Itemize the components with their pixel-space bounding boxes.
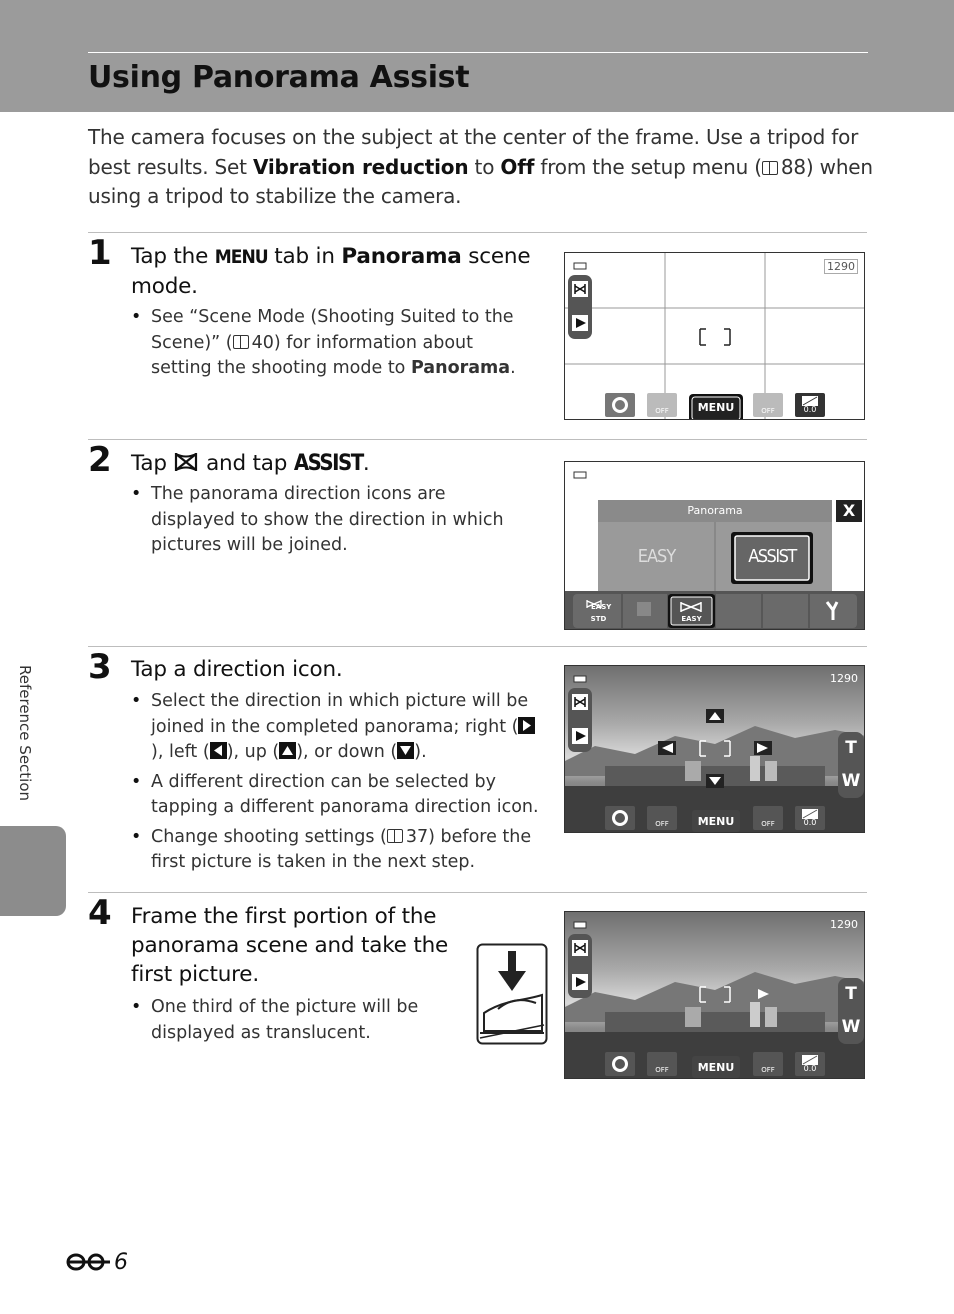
intro-text: to — [468, 154, 501, 179]
bullet-text: Select the direction in which picture will be joined in the completed panorama; right ( — [151, 691, 529, 737]
zoom-tele-button[interactable]: T — [845, 984, 857, 1004]
page-number — [66, 1250, 128, 1275]
intro-text: from the setup menu ( — [534, 154, 762, 179]
shots-remaining: 1290 — [824, 259, 858, 274]
self-timer-off[interactable]: OFF — [655, 1066, 669, 1074]
intro-bold-vr: Vibration reduction — [252, 154, 469, 179]
down-arrow-icon — [397, 742, 414, 759]
step-number: 3 — [88, 647, 112, 687]
self-timer-off[interactable]: OFF — [655, 820, 669, 828]
step-title-text: Tap the — [131, 244, 215, 269]
intro-ref-page: 88 — [780, 154, 806, 179]
std-label[interactable]: STD — [590, 615, 607, 623]
step-number: 1 — [88, 233, 112, 273]
intro-text: ) when using a tripod to stabilize the camera. — [88, 154, 873, 208]
left-arrow-icon — [210, 742, 227, 759]
exposure-comp[interactable]: 0.0 — [803, 405, 817, 414]
bullet-item — [131, 689, 541, 766]
bullet-ref-page: 40 — [251, 332, 274, 353]
section-side-label: Reference Section — [16, 665, 34, 802]
assist-label: ASSIST — [293, 451, 363, 476]
step-title-bold: Panorama — [341, 244, 462, 269]
self-timer-off[interactable]: OFF — [655, 407, 669, 415]
panorama-menu-title: Panorama — [687, 504, 743, 517]
header-rule — [88, 52, 868, 53]
book-icon — [762, 161, 778, 175]
zoom-tele-button[interactable]: T — [845, 738, 857, 758]
camera-screen-2 — [564, 461, 865, 630]
menu-button[interactable]: MENU — [697, 401, 735, 414]
section-thumb-tab — [0, 826, 66, 916]
bullet-text: ). — [414, 742, 427, 762]
page-number-value: 6 — [114, 1250, 128, 1275]
menu-button[interactable]: MENU — [697, 815, 735, 828]
up-arrow-icon — [279, 742, 296, 759]
macro-off[interactable]: OFF — [761, 407, 775, 415]
bullet-text: See “Scene Mode (Shooting Suited to the Scene)” ( — [151, 307, 514, 353]
exposure-comp[interactable]: 0.0 — [803, 1064, 817, 1073]
assist-option[interactable]: ASSIST — [748, 546, 796, 567]
bullet-text: ) for information about setting the shooting mode to — [151, 332, 473, 378]
step-title-text: and tap — [199, 451, 294, 476]
reference-e-icon — [66, 1250, 114, 1272]
bullet-item: • One third of the picture will be displayed as translucent. — [131, 995, 441, 1046]
shots-remaining: 1290 — [830, 918, 858, 931]
step-bullets — [131, 995, 441, 1050]
book-icon — [233, 335, 249, 349]
panorama-icon — [173, 451, 199, 473]
intro-paragraph — [88, 123, 878, 212]
step-bullets — [131, 482, 531, 563]
bullet-text: . — [510, 358, 516, 378]
shots-remaining: 1290 — [830, 672, 858, 685]
step-title-text: . — [362, 451, 370, 476]
bullet-bold: Panorama — [410, 358, 511, 378]
zoom-wide-button[interactable]: W — [841, 1017, 861, 1037]
book-icon — [387, 829, 403, 843]
step-title: Tap a direction icon. — [131, 657, 343, 682]
bullet-text: ), or down ( — [296, 742, 398, 762]
bullet-text: Change shooting settings ( — [151, 826, 387, 847]
menu-tab-label: MENU — [214, 246, 268, 268]
exposure-comp[interactable]: 0.0 — [803, 818, 817, 827]
bullet-item — [131, 305, 536, 382]
bullet-item: • The panorama direction icons are displayed to show the direction in which pictures will be joined. — [131, 482, 531, 559]
intro-bold-off: Off — [500, 154, 535, 179]
camera-screen-4 — [564, 911, 865, 1079]
step-divider — [88, 439, 867, 440]
step-title-text: Tap — [131, 451, 174, 476]
bullet-text: ), left ( — [151, 742, 210, 762]
bullet-ref-page: 37 — [405, 826, 429, 847]
step-title: Frame the first portion of the panorama scene and take the first picture. — [131, 904, 449, 987]
bullet-item: • A different direction can be selected by tapping a different panorama direction icon. — [131, 770, 541, 821]
camera-screen-1 — [564, 252, 865, 420]
screen-graphics — [565, 912, 865, 1079]
step-title-text: tab in — [267, 244, 342, 269]
step-bullets — [131, 689, 541, 880]
step-title — [131, 242, 531, 301]
easy-option[interactable]: EASY — [637, 546, 676, 567]
menu-button[interactable]: MENU — [697, 1061, 735, 1074]
step-divider — [88, 232, 867, 233]
bullet-text: ) before the first picture is taken in the next step. — [151, 826, 532, 872]
bullet-text: ), up ( — [226, 742, 280, 762]
step-divider — [88, 892, 867, 893]
right-arrow-icon — [518, 717, 535, 734]
page-header — [0, 0, 954, 112]
screen-graphics — [565, 666, 865, 833]
intro-text: The camera focuses on the subject at the center of the frame. Use a tripod for best results. Set — [88, 125, 859, 179]
step-title-text: scene mode. — [131, 244, 531, 299]
step-bullets — [131, 305, 536, 386]
step-number: 2 — [88, 440, 112, 480]
page-title: Using Panorama Assist — [88, 60, 470, 95]
step-number: 4 — [88, 893, 112, 933]
bullet-item — [131, 825, 541, 876]
screen-graphics — [565, 253, 865, 420]
zoom-wide-button[interactable]: W — [841, 771, 861, 791]
easy-tab-label[interactable]: EASY — [681, 615, 702, 623]
macro-off[interactable]: OFF — [761, 820, 775, 828]
shutter-press-icon — [476, 943, 548, 1045]
easy-mini-label: EASY — [591, 603, 612, 611]
camera-screen-3 — [564, 665, 865, 833]
close-button[interactable]: X — [842, 501, 856, 520]
step-title — [131, 449, 531, 478]
step-divider — [88, 646, 867, 647]
macro-off[interactable]: OFF — [761, 1066, 775, 1074]
